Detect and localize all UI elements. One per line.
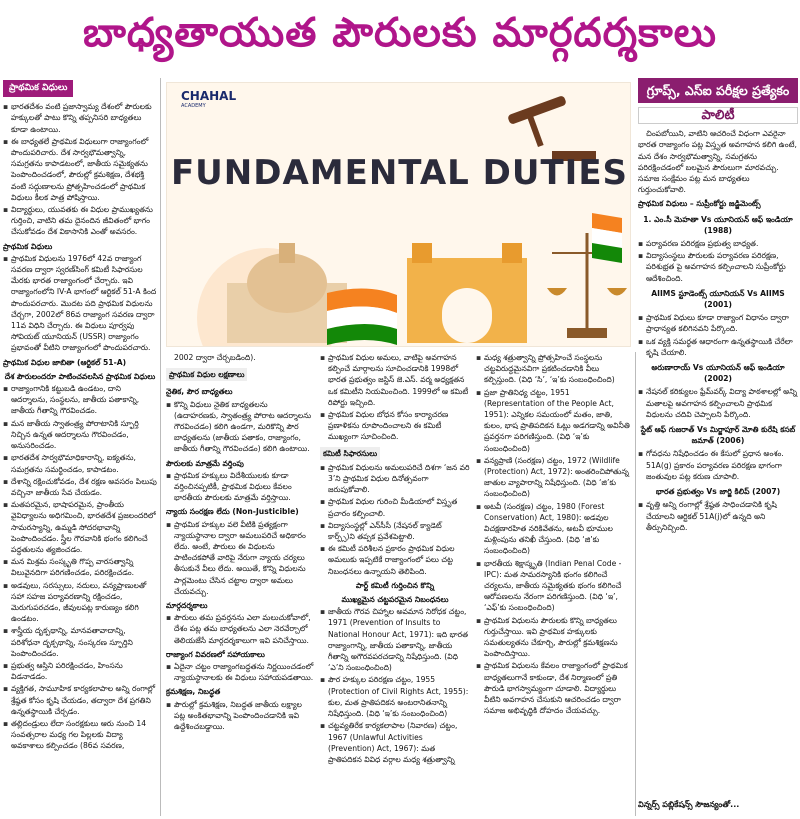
paragraph: ▪ ప్రాథమిక విధుల అమలు, వాటిపై అవగాహన కల్పించే మార్గాలను సూచించడానికి 1998లో భారత ప్రభుత్వం జస్టిస్ జె.ఎస్. వర్మ అధ్యక్షతన ఒక కమిటీని నియమించింది. 1999లో ఆ కమిటీ రిపోర్టు ఇచ్చింది. (320, 352, 470, 408)
paragraph: ▪ ప్రాథమిక విధులను అమలుపరిచే దిశగా ‘జన వరి 3’ని ప్రాథమిక విధుల దినోత్సవంగా జరుపుకోవాలి. (320, 462, 470, 496)
case-title: 1. ఎం.సీ మెహతా Vs యూనియన్ ఆఫ్ ఇండియా (1988) (643, 214, 793, 235)
paragraph: ▪ మధ్య శత్రుత్వాన్ని ప్రోత్సహించే సంస్థలను చట్టవిరుద్ధమైనవిగా ప్రకటించడానికి వీలు కల్పిస్తుంది. (విధి ‘సి’, ‘ఇ’కు సంబంధించింది) (476, 352, 632, 386)
paragraph: చింపబోయిని, వాటిని ఆచరించే విధంగా ఎవరైనా భారత రాజ్యాంగం పట్ల విస్తృత అవగాహన కలిగి ఉంటే, మన దేశం సార్వభౌమత్వాన్ని, సమగ్రతను పరిరక్షించడంలో బలమైన పౌరులుగా మారవచ్చు. సమాజ సంక్షేమం పట్ల మన బాధ్యతలు గుర్తుంచుకోవాలి. (638, 129, 797, 195)
subheading: ప్రాథమిక విధులు (3, 241, 53, 251)
paragraph: ▪ ప్రాథమిక హక్కులు విదేశీయులకు కూడా వర్తించినప్పటికీ, ప్రాథమిక విధులు కేవలం భారతీయ పౌరులకు మాత్రమే వర్తిస్తాయి. (166, 470, 314, 504)
duty-item: ▪ భారతదేశ సార్వభౌమాధికారాన్ని, ఐక్యతను, సమగ్రతను సమర్థించడం, కాపాడటం. (3, 452, 157, 474)
paragraph: ▪ అటవీ (సంరక్షణ) చట్టం, 1980 (Forest Conservation) Act, 1980): అడవుల విచక్షణారహిత నరికివేతను, అటవీ భూముల మళ్లింపును తనిఖీ చేస్తుంది. (విధి ‘జి’కు సంబంధించింది) (476, 501, 632, 557)
case-point: ▪ వృత్తి అన్ని రంగాల్లో శ్రేష్ఠత సాధించడానికి కృషి చేయాలని ఆర్టికల్ 51A(j)లో ఉన్నది అని తీర్పునిచ్చింది. (638, 499, 798, 533)
subheading: కమిటీ సిఫారసులు (320, 447, 380, 460)
page-banner (0, 0, 800, 76)
case-title: భారత ప్రభుత్వం Vs జార్జి కిలిప్ (2007) (655, 487, 781, 497)
paragraph: ▪ ప్రాథమిక హక్కుల వలె వీటికి ప్రత్యక్షంగా న్యాయస్థానాల ద్వారా అమలుపరిచే అధికారం లేదు. అంటే, పౌరులు ఈ విధులను పాటించకపోతే వారిపై నేరుగా న్యాయ చర్యలు తీసుకునే వీలు లేదు. అయితే, కొన్ని విధులను పార్లమెంటు చేసిన చట్టాల ద్వారా అమలు చేయవచ్చు. (166, 519, 314, 597)
case-title: అరుణారాయ్ Vs యూనియన్ ఆఫ్ ఇండియా (2002) (651, 363, 785, 384)
paragraph: ▪ కొన్ని విధులు నైతిక బాధ్యతలను (ఉదాహరణకు, స్వాతంత్ర్య పోరాట ఆదర్శాలను గౌరవించడం) కలిగి ఉండగా, మరికొన్ని పౌర బాధ్యతలను (జాతీయ పతాకం, రాజ్యాంగం, జాతీయ గీతాన్ని గౌరవించడం) కలిగి ఉంటాయి. (166, 399, 314, 455)
duty-item: ▪ మన మిశ్రమ సంస్కృతి గొప్ప వారసత్వాన్ని విలువైనదిగా పరిగణించడం, పరిరక్షించడం. (3, 556, 157, 578)
paragraph: ▪ ప్రాథమిక విధులను 1976లో 42వ రాజ్యాంగ సవరణ ద్వారా స్వరణ్‌సింగ్ కమిటీ సిఫారసుల మేరకు భారత రాజ్యాంగంలో చేర్చారు. ఇవి రాజ్యాంగంలోని IV-A భాగంలో ఆర్టికల్ 51-A కింద పొందుపరచారు. మొదట పది ప్రాథమిక విధులను చేర్చగా, 2002లో 86వ రాజ్యాంగ సవరణ ద్వారా 11వ విధిని చేర్చారు. ఈ విధులు పూర్వపు సోవియట్ యూనియన్ (USSR) రాజ్యాంగం ప్రభావంతో వీటిని రాజ్యాంగంలో పొందుపరచారు. (3, 253, 157, 354)
duty-item: ▪ మన జాతీయ స్వాతంత్ర్య పోరాటానికి స్ఫూర్తి నిచ్చిన ఉన్నత ఆదర్శాలను గౌరవించడం, అనుసరించడం. (3, 418, 157, 452)
subheading: న్యాయ సంరక్షణ లేదు (Non-Justicible) (166, 507, 299, 517)
chahal-logo (181, 89, 251, 119)
duty-item: ▪ శాస్త్రీయ దృక్పథాన్ని, మానవతావాదాన్ని, పరిశోధనా దృక్పథాన్ని, సంస్కరణ స్ఫూర్తిని పెంపొందించడం. (3, 625, 157, 659)
subheading: నైతిక, పౌర బాధ్యతలు (166, 387, 233, 397)
duty-item: ▪ ప్రభుత్వ ఆస్తిని పరిరక్షించడం, హింసను విడనాడడం. (3, 660, 157, 682)
duty-item: ▪ వ్యక్తిగత, సామూహిక కార్యకలాపాల అన్ని రంగాల్లో శ్రేష్ఠత కోసం కృషి చేయడం, తద్వారా దేశ ప్రగతిని ఉన్నతస్థాయికి చేర్చడం. (3, 683, 157, 717)
paragraph: ▪ ప్రాథమిక విధులను కేవలం రాజ్యాంగంలో ప్రాథమిక బాధ్యతలుగానే కాకుండా, దేశ నిర్మాణంలో ప్రతి పౌరుడి భాగస్వామ్యంగా చూడాలి. విద్యార్థులు వీటిని అవగాహన చేసుకుని ఆచరించడం ద్వారా సమాజ అభివృద్ధికి దోహదం చేయవచ్చు. (476, 660, 632, 716)
case-point: ▪ ఒక వ్యక్తి సమర్థత ఆధారంగా ఉన్నతస్థాయికి చేరేలా కృషి చేయాలి. (638, 336, 798, 358)
middle-column-1 (166, 352, 314, 816)
duty-item: ▪ దేశాన్ని రక్షించుకోవడం, దేశ రక్షణ అవసరం పిలుపు వచ్చినా జాతీయ సేవ చేయడం. (3, 476, 157, 498)
logo-subtext: ACADEMY (181, 103, 206, 109)
paragraph: ▪ విద్యాసంస్థల్లో ఎన్‌సీసీ (నేషనల్ క్యాడెట్ కార్ప్స్)ని తప్పక ప్రవేశపెట్టాలి. (320, 520, 470, 542)
right-column (638, 78, 798, 816)
duty-item: ▪ తల్లిదండ్రులు లేదా సంరక్షకులు ఆరు నుంచి 14 సంవత్సరాల మధ్య గల పిల్లలకు విద్యా అవకాశాలు కల్పించడం (86వ సవరణ, (3, 718, 157, 752)
paragraph: ▪ భారతీయ శిక్షాస్మృతి (Indian Penal Code - IPC): మత సామరస్యానికి భంగం కలిగించే చర్యలను, జాతీయ సమైక్యతకు భంగం కలిగించే ఆరోపణలను నేరంగా పరిగణిస్తుంది. (విధి ‘ఇ’, ‘ఎఫ్’కు సంబంధించింది) (476, 558, 632, 614)
subheading: పౌరులకు మాత్రమే వర్తింపు (166, 458, 244, 468)
subheading: ప్రాథమిక విధుల లక్షణాలు (166, 368, 247, 381)
paragraph: ▪ చట్టవ్యతిరేక కార్యకలాపాల (నివారణ) చట్టం, 1967 (Unlawful Activities (Prevention) Act, 1967): మత ప్రాతిపదికన వివిధ వర్గాల మధ్య శత్రుత్వాన్ని (320, 720, 470, 765)
section-label: ప్రాథమిక విధులు (3, 80, 73, 97)
paragraph: ▪ పౌరులు తమ ప్రవర్తనను ఎలా మలుచుకోవాలో, దేశం పట్ల తమ బాధ్యతలను ఎలా నెరవేర్చాలో తెలియజేసే మార్గదర్శకాలుగా ఇవి పనిచేస్తాయి. (166, 612, 314, 646)
page-title: బాధ్యతాయుత పౌరులకు మార్గదర్శకాలు (83, 10, 717, 56)
subheading: రాజ్యాంగ వివరణలో సహాయకాలు (166, 649, 265, 659)
duty-item: ▪ అడవులు, సరస్సులు, నదులు, వన్యప్రాణులతో సహా సహజ పర్యావరణాన్ని రక్షించడం, మెరుగుపరచడం, జీవులపట్ల కారుణ్యం కలిగి ఉండటం. (3, 580, 157, 625)
hero-artwork (167, 83, 631, 347)
subheading: మార్గదర్శకాలు (166, 601, 208, 611)
subheading: పార్ట్ కమిటీ గుర్తించిన కొన్ని (355, 580, 435, 590)
hero-illustration (166, 82, 631, 347)
case-point: ▪ విద్యాసంస్థలు పౌరులకు పర్యావరణ పరిరక్షణ, పరిశుభ్రత పై అవగాహన కల్పించాలని సుప్రీంకోర్టు ఆదేశించింది. (638, 250, 798, 284)
right-heading: గ్రూప్స్, ఎస్ఐ పరీక్షల ప్రత్యేకం (638, 78, 798, 103)
subheading: ప్రాథమిక విధుల జాబితా (ఆర్టికల్ 51-A) (3, 357, 127, 367)
paragraph: ▪ ఏదైనా చట్టం రాజ్యాంగబద్ధతను నిర్ణయించడంలో న్యాయస్థానాలకు ఈ విధులు సహాయపడతాయి. (166, 661, 314, 683)
paragraph: ▪ జాతీయ గౌరవ చిహ్నాల అవమాన నిరోధక చట్టం, 1971 (Prevention of Insults to National Honour Act, 1971): ఇది భారత రాజ్యాంగాన్ని, జాతీయ పతాకాన్ని, జాతీయ గీతాన్ని అగౌరవపరచడాన్ని నిషేధిస్తుంది. (విధి ‘ఎ’ని సంబంధించింది) (320, 606, 470, 673)
case-point: ▪ గోవధను నిషేధించడం ఈ కేసులో ప్రధాన అంశం. 51A(g) ప్రకారం పర్యావరణ పరిరక్షణ భాగంగా జంతువుల పట్ల కరుణ చూపాలి. (638, 448, 798, 482)
paragraph: ▪ భారతదేశం వంటి ప్రజాస్వామ్య దేశంలో పౌరులకు హక్కులతో పాటు కొన్ని తప్పనిసరి బాధ్యతలు కూడా ఉంటాయి. (3, 101, 157, 135)
subheading: ముఖ్యమైన చట్టపరమైన నిబంధనలు (341, 595, 449, 605)
subheading: క్రమశిక్షణ, నిబద్ధత (166, 687, 221, 697)
paragraph: ▪ ఈ కమిటీ పరిశీలన ప్రకారం ప్రాథమిక విధుల అమలుకు ఇప్పటికే రాజ్యాంగంలో పలు చట్ట నిబంధనలు ఉన్నాయని తెలిపింది. (320, 543, 470, 577)
paragraph: ▪ పౌరుల్లో క్రమశిక్షణ, నిబద్ధత జాతీయ లక్ష్యాల పట్ల అంకితభావాన్ని పెంపొందించడానికి ఇవి ఉద్దేశించబడ్డాయి. (166, 699, 314, 733)
case-title: స్టేట్ ఆఫ్ గుజరాత్ Vs మిర్జాపూర్ మోతి కురేషి కసబ్ జమాత్ (2006) (640, 425, 796, 446)
case-point: ▪ ప్రాథమిక విధులు కూడా రాజ్యాంగ విధానం ద్వారా ప్రాధాన్యత కలిగినవని పేర్కొంది. (638, 312, 798, 334)
paragraph: ▪ ప్రాథమిక విధులను పౌరులకు కొన్ని బాధ్యతలు గుర్తుచేస్తాయి. ఇవి ప్రాథమిక హక్కులకు సమతుల్యతను చేకూర్చి, పౌరుల్లో క్రమశిక్షణను పెంపొందిస్తాయి. (476, 615, 632, 660)
case-title: AIIMS స్టూడెంట్స్ యూనియన్ Vs AIIMS (2001) (651, 288, 785, 310)
subheading: ప్రాథమిక విధులు – సుప్రీంకోర్టు జడ్జిమెంట్స్ (638, 199, 761, 209)
case-point: ▪ నేషనల్ కరిక్యులం ఫ్రేమ్‌వర్క్ విద్యా పాఠశాలల్లో అన్ని మతాలపై అవగాహన కల్పించాలని ప్రాథమిక విధులను చదివి చెప్పాలని పేర్కొంది. (638, 386, 798, 420)
hero-title: FUNDAMENTAL DUTIES (170, 153, 629, 193)
logo-text: CHAHAL (181, 89, 237, 103)
paragraph: ▪ విద్యార్థులు, యువతకు ఈ విధుల ప్రాముఖ్యతను గుర్తించి, వాటిని తమ దైనందిన జీవితంలో భాగం చేసుకోవడం దేశ వికాసానికి ఎంతో అవసరం. (3, 204, 157, 238)
paragraph: ▪ ప్రాథమిక విధుల గురించి మీడియాలో విస్తృత ప్రచారం కల్పించాలి. (320, 496, 470, 518)
subheading: దేశ పౌరులందరూ పాటించవలసిన ప్రాథమిక విధులు (4, 371, 156, 381)
middle-column-2 (320, 352, 470, 816)
paragraph: ▪ ప్రజా ప్రాతినిధ్య చట్టం, 1951 (Representation of the People Act, 1951): ఎన్నికల సమయంలో మతం, జాతి, కులం, భాష ప్రాతిపదికన ఓట్లు అడగడాన్ని అవినీతి ప్రవర్తనగా పరిగణిస్తుంది. (విధి ‘ఇ’కు సంబంధించింది) (476, 387, 632, 454)
paragraph: 2002 ద్వారా చేర్చబడింది). (174, 353, 256, 362)
left-column (3, 78, 161, 816)
case-point: ▪ పర్యావరణ పరిరక్షణ ప్రభుత్వ బాధ్యత. (638, 238, 798, 249)
right-subheading: పాలిటీ (638, 107, 798, 124)
paragraph: ▪ ప్రాథమిక విధుల బోధన కోసం కార్యాచరణ ప్రణాళికను రూపొందించాలని ఈ కమిటీ ముఖ్యంగా సూచించింది. (320, 409, 470, 443)
credit-line: విన్నర్స్ పబ్లికేషన్స్ సౌజన్యంతో... (638, 800, 740, 809)
paragraph: ▪ పౌర హక్కుల పరిరక్షణ చట్టం, 1955 (Protection of Civil Rights Act, 1955): కుల, మత ప్రాతిపదికన అంటరానితనాన్ని నిషేధిస్తుంది. (విధి ‘ఇ’కు సంబంధించింది) (320, 674, 470, 719)
paragraph: ▪ ఈ బాధ్యతలే ప్రాథమిక విధులుగా రాజ్యాంగంలో పొందుపరిచారు. దేశ సార్వభౌమత్వాన్ని, సమగ్రతను కాపాడటంలో, జాతీయ సమైక్యతను పెంపొందించడంలో, పౌరుల్లో క్రమశిక్షణ, దేశభక్తి వంటి సద్గుణాలను ప్రోత్సహించడంలో ప్రాథమిక విధులు కీలక పాత్ర పోషిస్తాయి. (3, 136, 157, 203)
paragraph: ▪ వన్యప్రాణి (సంరక్షణ) చట్టం, 1972 (Wildlife (Protection) Act, 1972): అంతరించిపోతున్న జాతుల వ్యాపారాన్ని నిషేధిస్తుంది. (విధి ‘జి’కు సంబంధించింది) (476, 455, 632, 500)
middle-column-3 (476, 352, 636, 816)
duty-item: ▪ మతపరమైన, భాషాపరమైన, ప్రాంతీయ వైవిధ్యాలను అధిగమించి, భారతదేశ ప్రజలందరిలో సామరస్యాన్ని, ఉమ్మడి సోదరభావాన్ని పెంపొందించడం. స్త్రీల గౌరవానికి భంగం కలిగించే పద్ధతులను త్యజించడం. (3, 499, 157, 555)
duty-item: ▪ రాజ్యాంగానికి కట్టుబడి ఉండటం, దాని ఆదర్శాలను, సంస్థలను, జాతీయ పతాకాన్ని, జాతీయ గీతాన్ని గౌరవించడం. (3, 383, 157, 417)
